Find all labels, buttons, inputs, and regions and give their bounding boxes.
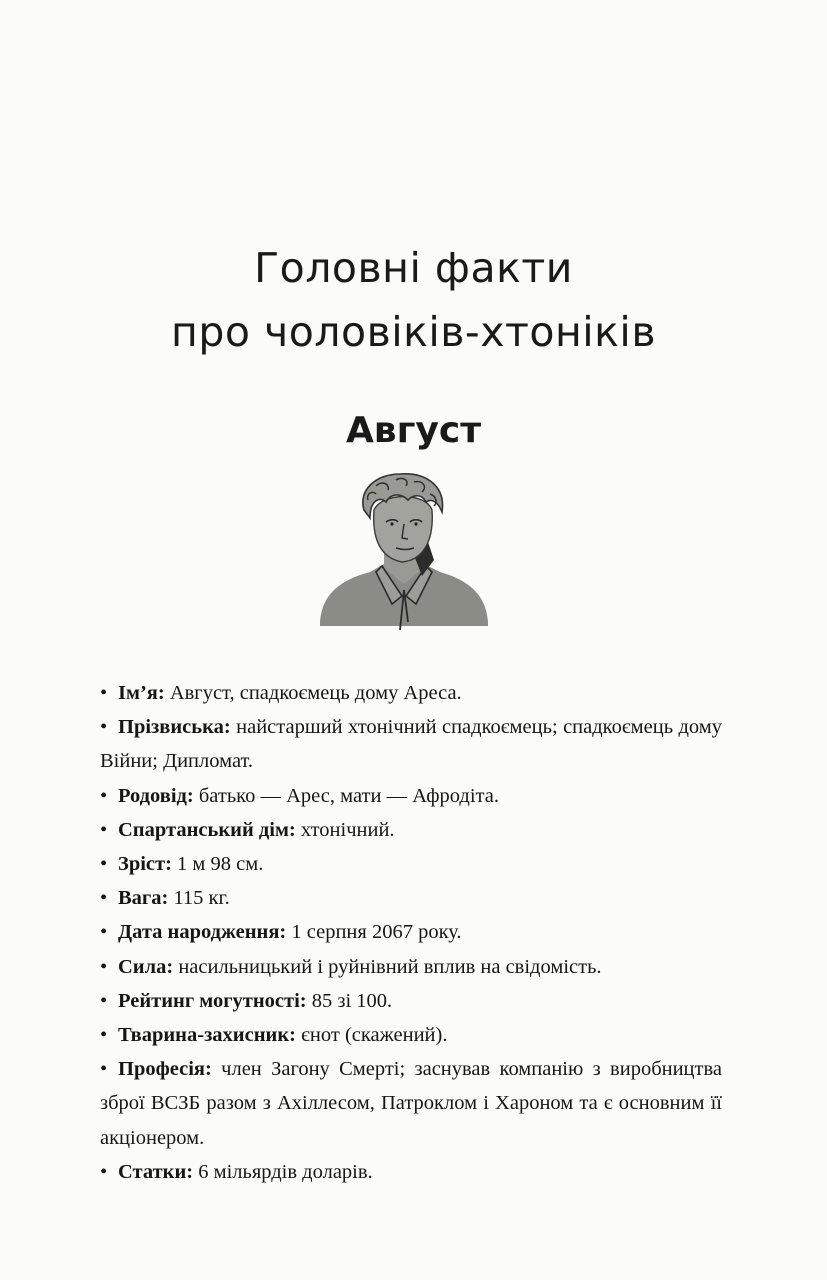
fact-value: 1 м 98 см.: [171, 853, 264, 876]
fact-label: Зріст:: [118, 853, 172, 876]
male-bust-portrait-icon: [318, 472, 490, 638]
list-item: [100, 710, 722, 778]
bullet-icon: •: [100, 1058, 108, 1081]
fact-value: 1 серпня 2067 року.: [286, 921, 462, 944]
fact-value: батько — Арес, мати — Афродіта.: [193, 784, 499, 807]
fact-label: Статки:: [118, 1160, 194, 1183]
facts-list: [100, 676, 722, 1189]
bullet-icon: •: [100, 784, 108, 807]
fact-label: Спартанський дім:: [118, 818, 296, 841]
list-item: [100, 950, 722, 984]
list-item: [100, 881, 722, 915]
bullet-icon: •: [100, 1160, 108, 1183]
bullet-icon: •: [100, 921, 108, 944]
fact-value: найстарший хтонічний спадкоємець; спадкоємець дому Війни; Дипломат.: [100, 716, 722, 773]
list-item: [100, 813, 722, 847]
fact-value: Август, спадкоємець дому Ареса.: [164, 682, 462, 704]
list-item: [100, 984, 722, 1018]
fact-label: Сила:: [118, 955, 174, 978]
fact-label: Рейтинг могутності:: [118, 989, 307, 1012]
list-item: [100, 1155, 722, 1189]
fact-label: Вага:: [118, 887, 169, 910]
fact-label: Дата народження:: [118, 921, 287, 944]
page-title-line-1: Головні факти: [254, 244, 573, 292]
bullet-icon: •: [100, 887, 108, 910]
fact-value: хтонічний.: [295, 818, 395, 841]
fact-value: насильницький і руйнівний вплив на свідомість.: [173, 955, 602, 978]
list-item: [100, 779, 722, 813]
bullet-icon: •: [100, 682, 108, 704]
fact-value: 115 кг.: [168, 887, 230, 910]
fact-label: Родовід:: [118, 784, 194, 807]
bullet-icon: •: [100, 955, 108, 978]
fact-value: член Загону Смерті; заснував компанію з виробництва зброї ВСЗБ разом з Ахіллесом, Патроклом і Хароном та є основним її акціонером.: [100, 1058, 722, 1149]
bullet-icon: •: [100, 818, 108, 841]
fact-label: Професія:: [118, 1058, 212, 1081]
fact-label: Прізвиська:: [118, 716, 231, 739]
bullet-icon: •: [100, 989, 108, 1012]
list-item: [100, 915, 722, 949]
character-name: Август: [345, 410, 482, 451]
page-title-line-2: про чоловіків-хтоніків: [171, 308, 656, 356]
fact-value: 6 мільярдів доларів.: [193, 1160, 373, 1183]
fact-label: Ім’я:: [118, 682, 165, 704]
fact-value: єнот (скажений).: [295, 1024, 448, 1047]
fact-value: 85 зі 100.: [306, 989, 393, 1012]
bullet-icon: •: [100, 1024, 108, 1047]
list-item: [100, 1018, 722, 1052]
fact-label: Тварина-захисник:: [118, 1024, 296, 1047]
list-item: [100, 1052, 722, 1155]
list-item: [100, 847, 722, 881]
list-item: [100, 676, 722, 710]
bullet-icon: •: [100, 853, 108, 876]
bullet-icon: •: [100, 716, 108, 739]
